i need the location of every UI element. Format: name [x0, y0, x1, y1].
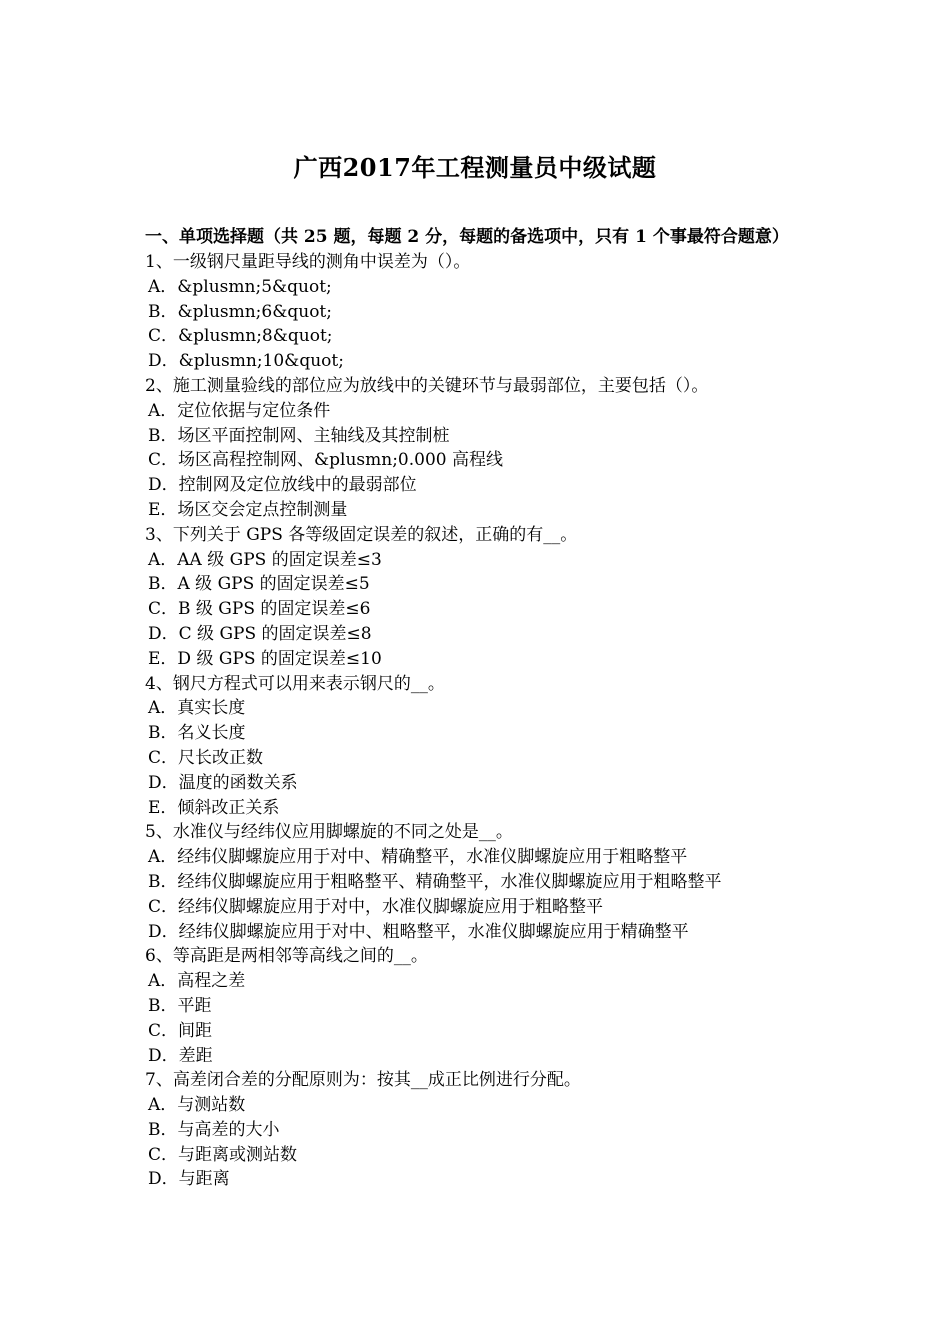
- answer-option: A．高程之差: [148, 971, 246, 992]
- answer-option: C．B 级 GPS 的固定误差≤6: [148, 599, 371, 620]
- answer-option: C．尺长改正数: [148, 747, 264, 768]
- question-text: 1、一级钢尺量距导线的测角中误差为（）。: [145, 252, 471, 272]
- answer-option: D．&plusmn;10&quot;: [148, 351, 344, 372]
- answer-option: D．经纬仪脚螺旋应用于对中、粗略整平，水准仪脚螺旋应用于精确整平: [148, 921, 689, 942]
- answer-option: A．真实长度: [148, 698, 246, 719]
- answer-option: D．差距: [148, 1045, 213, 1066]
- answer-option: A．&plusmn;5&quot;: [148, 276, 332, 297]
- section-heading: 一、单项选择题（共 25 题，每题 2 分，每题的备选项中，只有 1 个事最符合题意）: [145, 227, 789, 247]
- answer-option: E．场区交会定点控制测量: [148, 499, 348, 520]
- answer-option: D．温度的函数关系: [148, 772, 298, 793]
- answer-option: B．平距: [148, 995, 212, 1016]
- answer-option: C．间距: [148, 1020, 213, 1041]
- answer-option: B．A 级 GPS 的固定误差≤5: [148, 574, 370, 595]
- question-item: [145, 944, 815, 1068]
- question-item: [145, 523, 815, 672]
- answer-option: B．场区平面控制网、主轴线及其控制桩: [148, 425, 450, 446]
- answer-option: D．与距离: [148, 1169, 230, 1190]
- question-text: 3、下列关于 GPS 各等级固定误差的叙述，正确的有__。: [145, 524, 578, 545]
- answer-option: A．AA 级 GPS 的固定误差≤3: [148, 549, 382, 570]
- answer-option: A．经纬仪脚螺旋应用于对中、精确整平，水准仪脚螺旋应用于粗略整平: [148, 847, 688, 868]
- answer-option: B．&plusmn;6&quot;: [148, 301, 332, 322]
- answer-option: C．经纬仪脚螺旋应用于对中，水准仪脚螺旋应用于粗略整平: [148, 896, 604, 917]
- answer-option: D．控制网及定位放线中的最弱部位: [148, 475, 417, 496]
- answer-option: B．与高差的大小: [148, 1119, 280, 1140]
- document-title: 广西2017年工程测量员中级试题: [293, 153, 657, 182]
- answer-option: D．C 级 GPS 的固定误差≤8: [148, 623, 372, 644]
- question-text: 6、等高距是两相邻等高线之间的__。: [145, 946, 428, 967]
- question-text: 4、钢尺方程式可以用来表示钢尺的__。: [145, 673, 445, 694]
- answer-option: A．与测站数: [148, 1095, 246, 1116]
- answer-option: B．名义长度: [148, 723, 246, 744]
- document-body: [145, 225, 815, 1192]
- answer-option: A．定位依据与定位条件: [148, 400, 331, 421]
- question-item: [145, 672, 815, 821]
- answer-option: E．倾斜改正关系: [148, 797, 280, 818]
- question-item: [145, 820, 815, 944]
- question-text: 5、水准仪与经纬仪应用脚螺旋的不同之处是__。: [145, 822, 513, 843]
- question-item: [145, 1068, 815, 1192]
- question-item: [145, 250, 815, 374]
- answer-option: E．D 级 GPS 的固定误差≤10: [148, 648, 382, 669]
- answer-option: C．与距离或测站数: [148, 1144, 298, 1165]
- question-item: [145, 374, 815, 523]
- answer-option: C．场区高程控制网、&plusmn;0.000 高程线: [148, 450, 503, 471]
- question-list: [145, 250, 815, 1192]
- answer-option: C．&plusmn;8&quot;: [148, 326, 333, 347]
- question-text: 7、高差闭合差的分配原则为：按其__成正比例进行分配。: [145, 1070, 581, 1091]
- answer-option: B．经纬仪脚螺旋应用于粗略整平、精确整平，水准仪脚螺旋应用于粗略整平: [148, 871, 722, 892]
- question-text: 2、施工测量验线的部位应为放线中的关键环节与最弱部位，主要包括（）。: [145, 375, 709, 396]
